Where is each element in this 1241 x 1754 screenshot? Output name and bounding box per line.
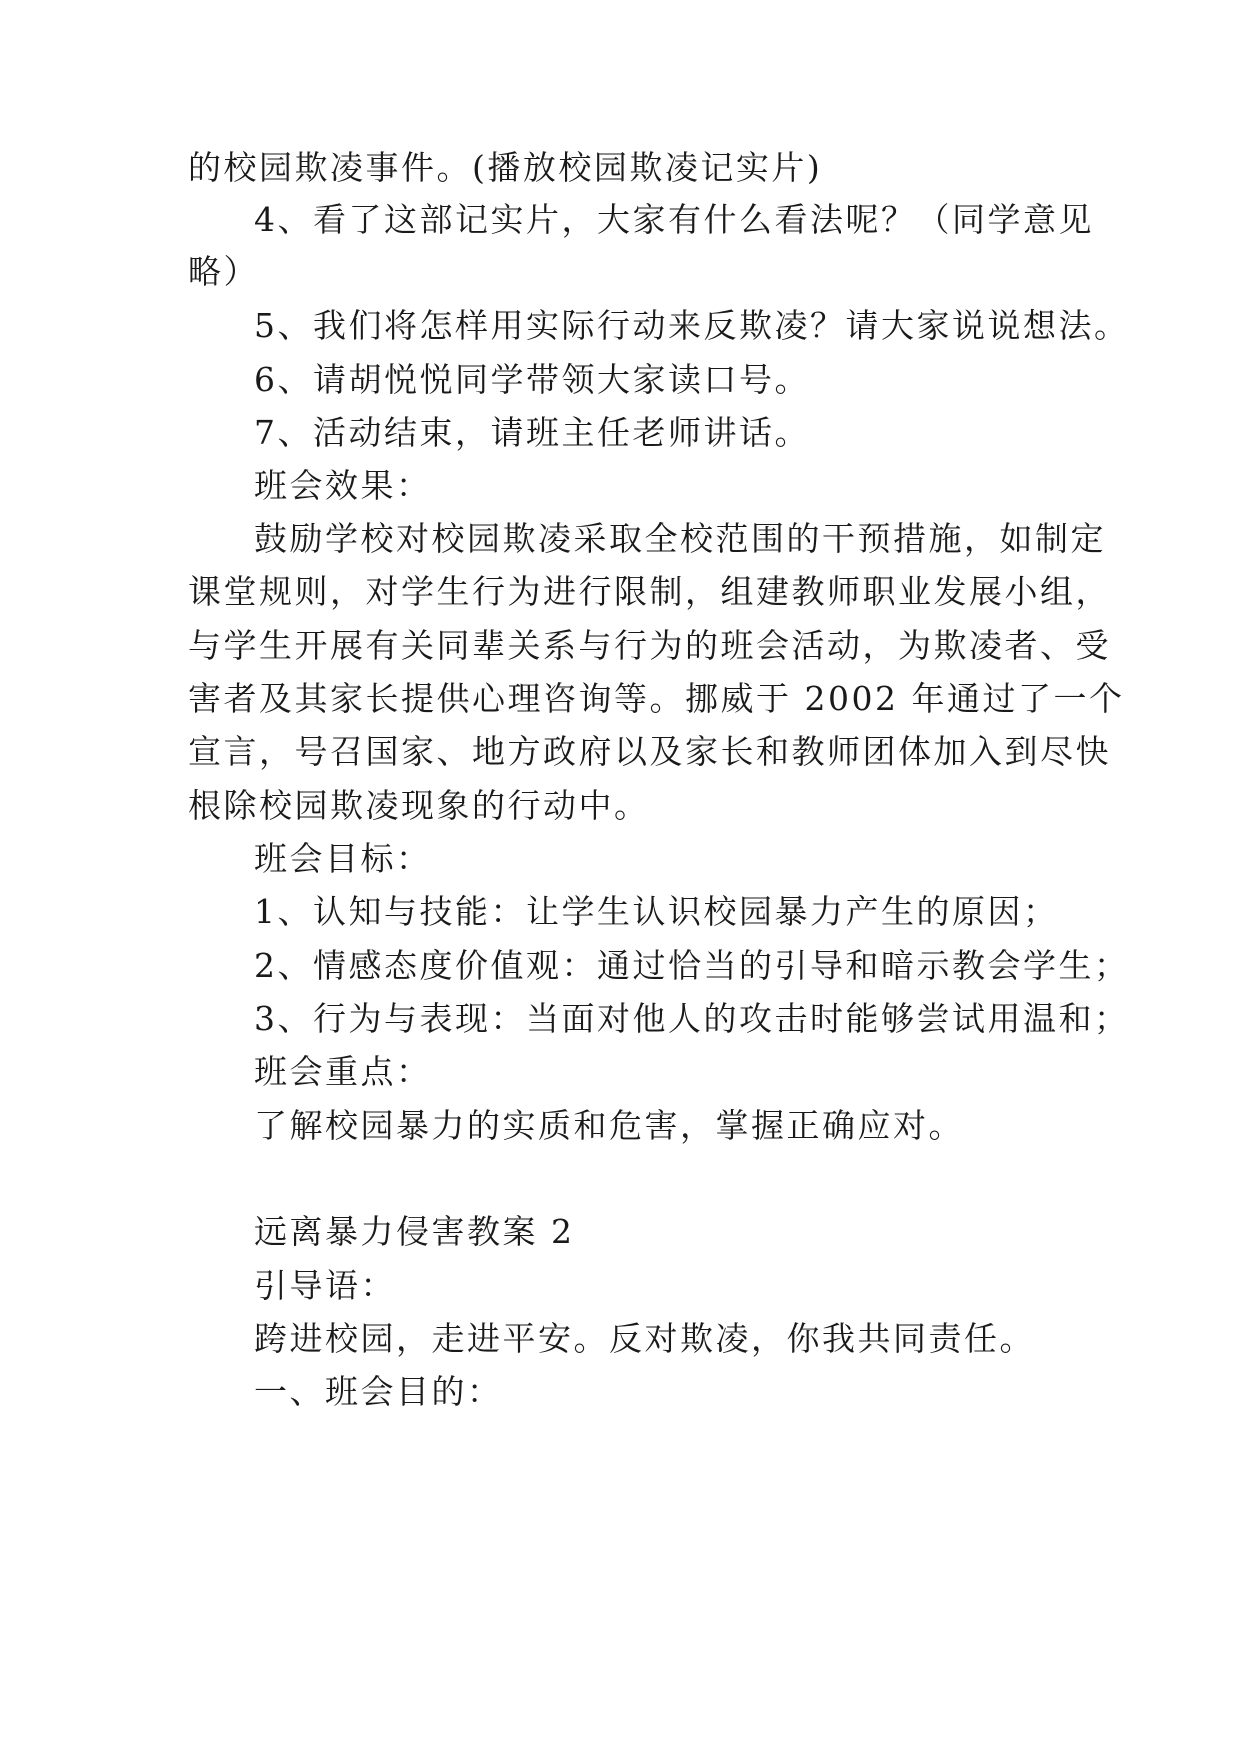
list-item-6: 6、请胡悦悦同学带领大家读口号。 [254,360,810,399]
section-heading: 引导语： [254,1266,396,1305]
paragraph-line: 根除校园欺凌现象的行动中。 [188,786,650,825]
paragraph-line: 课堂规则，对学生行为进行限制，组建教师职业发展小组， [188,572,1111,611]
list-item-7: 7、活动结束，请班主任老师讲话。 [254,413,810,452]
section-heading: 班会重点： [254,1052,432,1091]
list-item-3: 3、行为与表现：当面对他人的攻击时能够尝试用温和； [254,999,1130,1038]
section-heading: 班会效果： [254,466,432,505]
document-title: 远离暴力侵害教案 2 [254,1212,575,1251]
section-heading: 一、班会目的： [254,1372,503,1411]
paragraph-line: 害者及其家长提供心理咨询等。挪威于 2002 年通过了一个 [188,679,1125,718]
section-heading: 班会目标： [254,839,432,878]
list-item-1: 1、认知与技能：让学生认识校园暴力产生的原因； [254,892,1059,931]
paragraph-line: 的校园欺凌事件。(播放校园欺凌记实片) [188,148,823,187]
paragraph-line: 略） [188,252,259,291]
paragraph-line: 了解校园暴力的实质和危害，掌握正确应对。 [254,1106,964,1145]
list-item-2: 2、情感态度价值观：通过恰当的引导和暗示教会学生； [254,946,1130,985]
list-item-4: 4、看了这部记实片，大家有什么看法呢？（同学意见 [254,200,1094,239]
paragraph-line: 宣言，号召国家、地方政府以及家长和教师团体加入到尽快 [188,732,1111,771]
paragraph-line: 与学生开展有关同辈关系与行为的班会活动，为欺凌者、受 [188,626,1111,665]
paragraph-line: 鼓励学校对校园欺凌采取全校范围的干预措施，如制定 [254,519,1106,558]
list-item-5: 5、我们将怎样用实际行动来反欺凌？请大家说说想法。 [254,306,1130,345]
paragraph-line: 跨进校园，走进平安。反对欺凌，你我共同责任。 [254,1319,1035,1358]
